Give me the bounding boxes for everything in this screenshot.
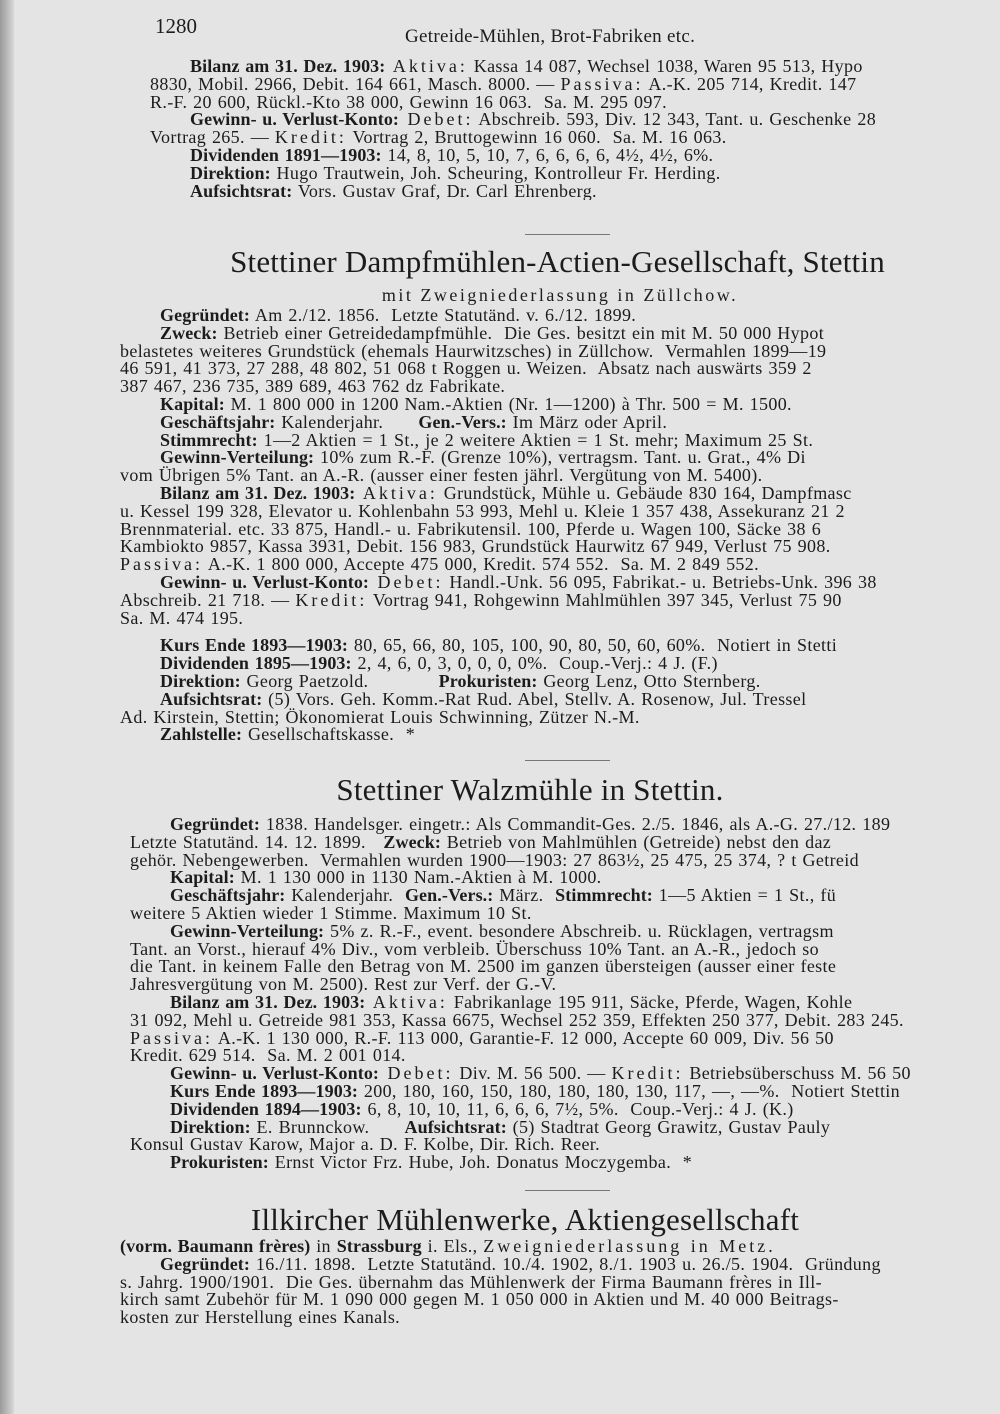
- company-title: Stettiner Walzmühle in Stettin.: [336, 772, 724, 807]
- field-text: Jahresvergütung von M. 2500). Rest zur Verf. der G.-V.: [130, 974, 557, 995]
- field-label: Direktion:: [160, 670, 241, 691]
- section-divider: [525, 760, 610, 761]
- company-title: Stettiner Dampfmühlen-Actien-Gesellschaft, Stettin: [230, 244, 885, 279]
- field-label: Gegründet:: [160, 307, 250, 325]
- field-text: Grundstück, Mühle u. Gebäude 830 164, Dampfmasc: [437, 482, 852, 503]
- field-text: Fabrikanlage 195 911, Säcke, Pferde, Wagen, Kohle: [447, 991, 853, 1012]
- field-text: M. 1 130 000 in 1130 Nam.-Aktien à M. 1000.: [234, 867, 602, 888]
- field-text: M. 1 800 000 in 1200 Nam.-Aktien (Nr. 1—1200) à Thr. 500 = M. 1500.: [224, 393, 792, 414]
- field-text: (5) Stadtrat Georg Grawitz, Gustav Pauly: [506, 1116, 831, 1137]
- spaced-label: Aktiva:: [365, 991, 448, 1012]
- field-label: Gewinn- u. Verlust-Konto:: [170, 1063, 380, 1084]
- spaced-label: Passiva:: [130, 1027, 214, 1048]
- field-text: 80, 65, 66, 80, 105, 100, 90, 80, 50, 60, 60%. Notiert in Stetti: [348, 635, 838, 656]
- page-number: 1280: [155, 14, 197, 38]
- field-label: Dividenden 1895—1903:: [160, 653, 352, 674]
- field-text: belastetes weiteres Grundstück (ehemals Haurwitzsches) in Züllchow. Vermahlen 1899—19: [120, 340, 827, 361]
- field-text: Am 2./12. 1856. Letzte Statutänd. v. 6./12. 1899.: [250, 307, 637, 325]
- field-label: Gen.-Vers.:: [418, 411, 507, 432]
- field-text: vom Übrigen 5% Tant. an A.-R. (ausser einer festen jährl. Vergütung von M. 5400).: [120, 465, 763, 486]
- field-label: Kapital:: [160, 393, 225, 414]
- spaced-label: Kredit:: [274, 127, 347, 148]
- field-text: 8830, Mobil. 2966, Debit. 164 661, Masch. 8000. —: [150, 73, 561, 94]
- spaced-label: Kredit:: [295, 589, 368, 610]
- spaced-label: Aktiva:: [355, 482, 438, 503]
- field-text: (5) Vors. Geh. Komm.-Rat Rud. Abel, Stellv. A. Rosenow, Jul. Tressel: [262, 688, 807, 709]
- field-label: Stimmrecht:: [555, 885, 653, 906]
- field-text: 1—5 Aktien = 1 St., fü: [652, 885, 837, 906]
- field-text: die Tant. in keinem Falle den Betrag von M. 2500 im ganzen übersteigen (ausser einer feste: [130, 956, 837, 977]
- field-text: Ernst Victor Frz. Hube, Joh. Donatus Moczygemba. *: [268, 1152, 693, 1172]
- field-text: Kredit. 629 514. Sa. M. 2 001 014.: [130, 1045, 406, 1066]
- field-label: Stimmrecht:: [160, 429, 258, 450]
- section-divider: [525, 1190, 610, 1191]
- company-title: Illkircher Mühlenwerke, Aktiengesellschaft: [250, 1202, 800, 1237]
- field-text: weitere 5 Aktien wieder 1 Stimme. Maximum 10 St.: [130, 902, 532, 923]
- field-text: Kambiokto 9857, Kassa 3931, Debit. 156 983, Grundstück Haurwitz 67 949, Verlust 75 908.: [120, 536, 831, 557]
- field-text: 6, 8, 10, 10, 11, 6, 6, 6, 7½, 5%. Coup.-Verj.: 4 J. (K.): [361, 1098, 794, 1119]
- field-text: 16./11. 1898. Letzte Statutänd. 10./4. 1902, 8./1. 1903 u. 26./5. 1904. Gründung: [250, 1253, 881, 1274]
- field-label: Gewinn-Verteilung:: [170, 920, 325, 941]
- field-text: 5% z. R.-F., event. besondere Abschreib. u. Rücklagen, vertragsm: [324, 920, 834, 941]
- field-label: Prokuristen:: [170, 1152, 269, 1172]
- field-text: s. Jahrg. 1900/1901. Die Ges. übernahm das Mühlenwerk der Firma Baumann frères in Ill-: [120, 1271, 822, 1292]
- field-label: Kapital:: [170, 867, 235, 888]
- field-text: Vortrag 2, Bruttogewinn 16 060. Sa. M. 16 063.: [346, 127, 727, 148]
- field-text: 14, 8, 10, 5, 10, 7, 6, 6, 6, 6, 4½, 4½, 6%.: [381, 144, 714, 165]
- field-text: 1838. Handelsger. eingetr.: Als Commandit-Ges. 2./5. 1846, als A.-G. 27./12. 189: [260, 816, 891, 834]
- text-line: [150, 180, 925, 201]
- field-label: Zweck:: [160, 322, 218, 343]
- field-label: Aufsichtsrat:: [190, 180, 293, 201]
- field-text: Betriebsüberschuss M. 56 50: [683, 1063, 911, 1084]
- field-text: Vors. Gustav Graf, Dr. Carl Ehrenberg.: [292, 180, 597, 201]
- field-text: Hugo Trautwein, Joh. Scheuring, Kontrolleur Fr. Herding.: [270, 162, 721, 183]
- field-text: Gesellschaftskasse. *: [242, 724, 416, 745]
- field-text: Ad. Kirstein, Stettin; Ökonomierat Louis Schwinning, Zützer N.-M.: [120, 706, 640, 727]
- field-text: A.-K. 1 800 000, Accepte 475 000, Kredit. 574 552. Sa. M. 2 849 552.: [203, 554, 759, 575]
- field-text: Georg Paetzold.: [240, 670, 439, 691]
- field-text: Im März oder April.: [506, 411, 668, 432]
- field-text: kirch samt Zubehör für M. 1 090 000 gegen M. 1 050 000 in Aktien und M. 40 000 Beitrags-: [120, 1289, 839, 1310]
- field-text: kosten zur Herstellung eines Kanals.: [120, 1307, 401, 1327]
- field-label: Direktion:: [190, 162, 271, 183]
- field-text: u. Kessel 199 328, Elevator u. Kohlenbahn 53 993, Mehl u. Kleie 1 357 438, Assekuranz 21 2: [120, 500, 845, 521]
- field-text: 1—2 Aktien = 1 St., je 2 weitere Aktien = 1 St. mehr; Maximum 25 St.: [257, 429, 814, 450]
- section-stettiner-dampfmuehlen: [120, 307, 925, 744]
- spaced-label: Passiva:: [560, 73, 644, 94]
- field-text: 46 591, 41 373, 27 288, 48 802, 51 068 t Roggen u. Weizen. Absatz nach auswärts 359 2: [120, 358, 812, 379]
- field-label: Geschäftsjahr:: [160, 411, 276, 432]
- field-label: Dividenden 1894—1903:: [170, 1098, 362, 1119]
- field-label: Bilanz am 31. Dez. 1903:: [190, 58, 386, 76]
- field-text: 2, 4, 6, 0, 3, 0, 0, 0, 0%. Coup.-Verj.: 4 J. (F.): [351, 653, 718, 674]
- field-text: 387 467, 236 735, 389 689, 463 762 dz Fabrikate.: [120, 376, 506, 397]
- spaced-label: Zweigniederlassung in Metz.: [483, 1238, 776, 1256]
- running-head: Getreide-Mühlen, Brot-Fabriken etc.: [405, 26, 696, 47]
- field-label: (vorm. Baumann frères): [120, 1238, 311, 1256]
- field-label: Zahlstelle:: [160, 724, 243, 745]
- field-text: 10% zum R.-F. (Grenze 10%), vertragsm. Tant. u. Grat., 4% Di: [314, 447, 806, 468]
- field-text: Handl.-Unk. 56 095, Fabrikat.- u. Betriebs-Unk. 396 38: [443, 571, 877, 592]
- field-text: Vortrag 941, Rohgewinn Mahlmühlen 397 345, Verlust 75 90: [367, 589, 842, 610]
- company-subtitle: mit Zweigniederlassung in Züllchow.: [381, 285, 739, 305]
- field-text: R.-F. 20 600, Rückl.-Kto 38 000, Gewinn 16 063. Sa. M. 295 097.: [150, 91, 667, 112]
- field-label: Direktion:: [170, 1116, 251, 1137]
- spaced-label: Debet:: [369, 571, 444, 592]
- field-text: gehör. Nebengewerben. Vermahlen wurden 1900—1903: 27 863½, 25 475, 25 374, ? t Getreid: [130, 849, 859, 870]
- section-heading: [200, 772, 860, 817]
- field-text: 200, 180, 160, 150, 180, 180, 180, 130, 117, —, —%. Notiert Stettin: [358, 1080, 900, 1101]
- spaced-label: Passiva:: [120, 554, 204, 575]
- text-line: [120, 726, 925, 744]
- field-label: Zweck:: [383, 831, 441, 852]
- field-label: Gegründet:: [170, 816, 260, 834]
- text-line: [120, 607, 925, 628]
- field-label: Gen.-Vers.:: [404, 885, 494, 906]
- field-text: Kalenderjahr.: [275, 411, 419, 432]
- field-label: Aufsichtsrat:: [160, 688, 263, 709]
- spaced-label: Aktiva:: [385, 58, 468, 76]
- text-line: [130, 1154, 925, 1172]
- section-divider: [525, 234, 610, 235]
- text-line: [120, 1309, 925, 1327]
- field-text: in: [310, 1238, 337, 1256]
- field-label: Kurs Ende 1893—1903:: [160, 635, 349, 656]
- field-label: Prokuristen:: [438, 670, 538, 691]
- field-label: Gewinn- u. Verlust-Konto:: [190, 109, 400, 130]
- field-text: Konsul Gustav Karow, Major a. D. F. Kolbe, Dir. Rich. Reer.: [130, 1134, 600, 1155]
- field-label: Bilanz am 31. Dez. 1903:: [170, 991, 366, 1012]
- spaced-label: Debet:: [379, 1063, 454, 1084]
- field-text: Abschreib. 593, Div. 12 343, Tant. u. Geschenke 28: [473, 109, 877, 130]
- field-text: i. Els.,: [421, 1238, 484, 1256]
- field-text: Betrieb von Mahlmühlen (Getreide) nebst den daz: [440, 831, 832, 852]
- field-label: Kurs Ende 1893—1903:: [170, 1080, 359, 1101]
- field-text: Tant. an Vorst., hierauf 4% Div., vom verbleib. Überschuss 10% Tant. an A.-R., jedoch so: [130, 938, 820, 959]
- field-label: Aufsichtsrat:: [404, 1116, 507, 1137]
- field-text: Abschreib. 21 718. —: [120, 589, 296, 610]
- field-text: Div. M. 56 500. —: [453, 1063, 612, 1084]
- field-label: Gewinn-Verteilung:: [160, 447, 315, 468]
- field-label: Gewinn- u. Verlust-Konto:: [160, 571, 370, 592]
- field-label: Strassburg: [336, 1238, 422, 1256]
- field-text: Vortrag 265. —: [150, 127, 275, 148]
- field-label: Gegründet:: [160, 1253, 250, 1274]
- spaced-label: Debet:: [399, 109, 474, 130]
- field-text: A.-K. 205 714, Kredit. 147: [643, 73, 857, 94]
- field-text: E. Brunnckow.: [250, 1116, 405, 1137]
- spaced-label: Kredit:: [611, 1063, 684, 1084]
- section-stettiner-walzmuehle: [130, 816, 925, 1172]
- section-illkircher-muehlenwerke: [120, 1238, 925, 1327]
- field-text: Betrieb einer Getreidedampfmühle. Die Ges. besitzt ein mit M. 50 000 Hypot: [217, 322, 825, 343]
- field-label: Geschäftsjahr:: [170, 885, 286, 906]
- field-text: Brennmaterial. etc. 33 875, Handl.- u. Fabrikutensil. 100, Pferde u. Wagen 100, Säcke 38 6: [120, 518, 822, 539]
- field-text: 31 092, Mehl u. Getreide 981 353, Kassa 6675, Wechsel 252 359, Effekten 250 377, Debit. 283 245.: [130, 1009, 904, 1030]
- field-text: Kassa 14 087, Wechsel 1038, Waren 95 513, Hypo: [467, 58, 863, 76]
- field-label: Bilanz am 31. Dez. 1903:: [160, 482, 356, 503]
- field-text: Letzte Statutänd. 14. 12. 1899.: [130, 831, 384, 852]
- field-text: A.-K. 1 130 000, R.-F. 113 000, Garantie-F. 12 000, Accepte 60 009, Div. 56 50: [213, 1027, 834, 1048]
- field-text: Kalenderjahr.: [285, 885, 405, 906]
- field-text: Georg Lenz, Otto Sternberg.: [537, 670, 761, 691]
- field-text: Sa. M. 474 195.: [120, 607, 244, 628]
- section-intro-entry: [150, 58, 925, 200]
- scan-edge: [0, 0, 14, 1414]
- field-label: Dividenden 1891—1903:: [190, 144, 382, 165]
- field-text: März.: [493, 885, 556, 906]
